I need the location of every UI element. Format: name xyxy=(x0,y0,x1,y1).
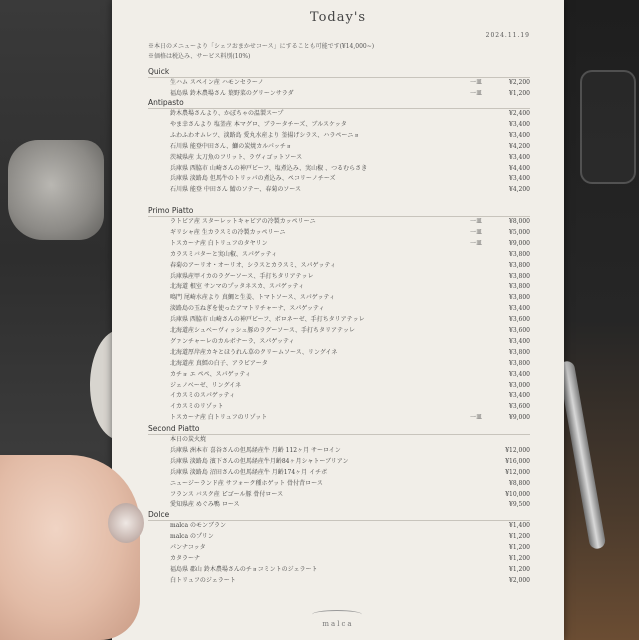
menu-item xyxy=(170,315,530,325)
menu-item xyxy=(170,554,530,564)
menu-item xyxy=(170,174,530,184)
menu-item-name: 兵庫県 西脇市 山崎さんの神戸ビーフ、ボロネーゼ、手打ちタリアテッレ xyxy=(170,316,365,324)
menu-item xyxy=(170,272,530,282)
menu-item-price: ¥3,400 xyxy=(509,153,530,161)
menu-item-name: ニュージーランド産 サフォーク種ホゲット 骨付背ロース xyxy=(170,479,323,487)
menu-item xyxy=(170,304,530,314)
menu-item-name: 春菊のアーリオ・オーリオ、シラスとカラスミ、スパゲッティ xyxy=(170,261,336,269)
menu-item-price: ¥2,200 xyxy=(509,79,530,86)
menu-item-name: フランス バスク産 ピゴール豚 骨付ロース xyxy=(170,490,284,498)
menu-item xyxy=(170,521,530,531)
menu-item-price: ¥4,200 xyxy=(509,142,530,150)
menu-item-name: トスカーナ産 白トリュフのリゾット xyxy=(170,414,268,422)
menu-item-price: ¥1,200 xyxy=(509,565,530,573)
menu-item xyxy=(170,109,530,119)
menu-item-price: ¥3,800 xyxy=(509,283,530,291)
menu-item xyxy=(170,435,530,445)
menu-item-price: ¥5,000 xyxy=(509,228,530,236)
menu-item-price: ¥12,000 xyxy=(505,446,530,454)
menu-item-price: ¥16,000 xyxy=(505,457,530,465)
menu-item xyxy=(170,446,530,456)
menu-item-name: 兵庫県 西脇市 山崎さんの神戸ビーフ、塩煮込み、実山椒 、つるむらさき xyxy=(170,164,368,172)
menu-item-name: 茨城県産 太刀魚のフリット、ラヴィゴットソース xyxy=(170,153,303,161)
menu-item-name: 生ハム スペイン産 ハモンセラーノ xyxy=(170,79,264,86)
menu-item-name: 石川県 能登 中田さん 鯖のソテー、春菊のソース xyxy=(170,186,301,194)
menu-item xyxy=(170,228,530,238)
thumbnail-nail xyxy=(108,503,144,543)
menu-item-price: ¥9,500 xyxy=(509,501,530,509)
menu-item-price: ¥3,400 xyxy=(509,175,530,183)
menu-item-price: ¥4,400 xyxy=(509,164,530,172)
menu-item-price: ¥3,400 xyxy=(509,131,530,139)
menu-item-unit: 一皿 xyxy=(469,218,482,225)
menu-title: Today's xyxy=(309,10,367,25)
section-heading: Antipasto xyxy=(148,98,184,107)
menu-item-unit: 一皿 xyxy=(469,414,482,422)
section-heading: Dolce xyxy=(148,510,170,519)
menu-item xyxy=(170,326,530,336)
menu-item xyxy=(170,217,530,227)
menu-item-price: ¥9,000 xyxy=(509,239,530,247)
menu-item-price: ¥12,000 xyxy=(505,468,530,476)
menu-item-name: カタラーナ xyxy=(170,554,201,562)
menu-item-price: ¥3,800 xyxy=(509,250,530,258)
menu-item-name: 北海道 根室 サンマのプッタネスカ、スパゲッティ xyxy=(170,283,305,291)
menu-item-price: ¥3,400 xyxy=(509,370,530,378)
menu-item-price: ¥3,800 xyxy=(509,348,530,356)
menu-item xyxy=(170,457,530,467)
section-heading: Second Piatto xyxy=(148,424,200,433)
menu-item-name: カチョ エ ペペ、スパゲッティ xyxy=(170,370,251,378)
menu-item-price: ¥1,200 xyxy=(509,532,530,540)
menu-item-price: ¥3,400 xyxy=(509,392,530,400)
menu-item-price: ¥1,200 xyxy=(509,543,530,551)
menu-item xyxy=(170,142,530,152)
menu-item-name: イカスミのスパゲッティ xyxy=(170,392,236,400)
menu-item xyxy=(170,89,530,99)
section-heading: Primo Piatto xyxy=(148,206,194,215)
menu-item-name: 兵庫県産甲イカのラグーソース、手打ちタリアテッレ xyxy=(170,272,314,280)
menu-item-name: 兵庫県 淡路島 但馬牛のトリッパの煮込み、ペコリーノチーズ xyxy=(170,175,336,183)
menu-date: 2024.11.19 xyxy=(485,32,530,39)
menu-item xyxy=(170,490,530,500)
menu-item-price: ¥3,400 xyxy=(509,305,530,313)
menu-item xyxy=(170,239,530,249)
menu-item-name: malca のプリン xyxy=(170,532,214,540)
menu-item-price: ¥8,800 xyxy=(509,479,530,487)
menu-item xyxy=(170,381,530,391)
menu-item-price: ¥3,400 xyxy=(509,120,530,128)
section-heading: Quick xyxy=(148,67,170,76)
menu-item xyxy=(170,532,530,542)
menu-item-name: 石川県 能登中田さん、鰤の炭焼カルパッチョ xyxy=(170,142,292,150)
menu-item-price: ¥3,800 xyxy=(509,294,530,302)
menu-item-unit: 一皿 xyxy=(469,239,482,247)
menu-item-name: ギリシャ産 生カラスミの冷製カッペリーニ xyxy=(170,228,286,236)
menu-item-name: カラスミバターと実山椒、スパゲッティ xyxy=(170,250,278,258)
menu-item xyxy=(170,500,530,510)
menu-item xyxy=(170,576,530,586)
menu-item-unit: 一皿 xyxy=(469,228,482,236)
wine-glass xyxy=(580,70,636,184)
menu-note: ※価格は税込み、サービス料別(10%) xyxy=(148,53,251,60)
menu-item-price: ¥10,000 xyxy=(505,490,530,498)
menu-item xyxy=(170,337,530,347)
menu-item-name: ふわふわオムレツ、淡路島 愛丸水産より 釜揚げシラス、ハラペーニョ xyxy=(170,131,360,139)
menu-item-price: ¥3,800 xyxy=(509,272,530,280)
menu-item-name: イカスミのリゾット xyxy=(170,403,224,411)
menu-item xyxy=(170,164,530,174)
menu-item-price: ¥4,200 xyxy=(509,186,530,194)
menu-item xyxy=(170,370,530,380)
menu-card xyxy=(112,0,564,640)
menu-item-unit: 一皿 xyxy=(469,89,482,97)
menu-item-name: 淡路島の玉ねぎを使ったアマトリチャーナ、スパゲッティ xyxy=(170,305,325,313)
menu-item-name: パンナコッタ xyxy=(170,543,206,551)
menu-item-name: 白トリュフのジェラート xyxy=(170,576,236,584)
hand xyxy=(0,455,140,640)
menu-item xyxy=(170,391,530,401)
menu-item xyxy=(170,543,530,553)
menu-item xyxy=(170,78,530,88)
menu-item-name: malca のモンブラン xyxy=(170,522,227,529)
menu-item-name: 北海道厚岸産カキとほうれん草のクリームソース、リングイネ xyxy=(170,348,338,356)
menu-item-name: 福島県 鈴木農場さん 葉野菜のグリーンサラダ xyxy=(170,89,294,97)
menu-item-price: ¥1,400 xyxy=(509,522,530,529)
menu-item xyxy=(170,468,530,478)
menu-item-price: ¥3,800 xyxy=(509,359,530,367)
menu-item xyxy=(170,402,530,412)
menu-item-price: ¥9,000 xyxy=(509,414,530,422)
menu-item xyxy=(170,250,530,260)
menu-item-name: ラトビア産 スターレットキャビアの冷製カッペリーニ xyxy=(170,218,316,225)
menu-notes xyxy=(148,42,374,62)
menu-item xyxy=(170,131,530,141)
menu-item-price: ¥3,600 xyxy=(509,403,530,411)
menu-item-name: グァンチャーレのカルボナーラ、スパゲッティ xyxy=(170,337,295,345)
menu-item-price: ¥3,600 xyxy=(509,327,530,334)
menu-item-price: ¥2,000 xyxy=(509,576,530,584)
menu-item-name: 北海道産シュベーヴィッシュ豚のラグーソース、手打ちタリアテッレ xyxy=(170,327,356,334)
menu-item-price: ¥3,800 xyxy=(509,261,530,269)
menu-item-name: 愛知県産 めぐみ鴨 ロース xyxy=(170,501,240,509)
menu-item-name: 北海道産 真鱈の白子、アラビアータ xyxy=(170,359,268,367)
menu-item-price: ¥2,400 xyxy=(509,110,530,117)
menu-item-name: ジェノベーゼ、リングイネ xyxy=(170,381,242,389)
menu-item-name: 鳴門 尾崎水産より 真鯛と生姜、トマトソース、スパゲッティ xyxy=(170,294,335,302)
menu-item xyxy=(170,153,530,163)
menu-item xyxy=(170,359,530,369)
menu-item-name: やま幸さんより 塩釜産 本マグロ、ブラータチーズ、ブルスケッタ xyxy=(170,120,347,128)
menu-item xyxy=(170,348,530,358)
menu-item-price: ¥1,200 xyxy=(509,89,530,97)
menu-item-price: ¥8,000 xyxy=(509,218,530,225)
menu-item xyxy=(170,185,530,195)
menu-logo: malca xyxy=(322,620,354,628)
menu-item-name: トスカーナ産 白トリュフのタヤリン xyxy=(170,239,268,247)
logo-mark-icon xyxy=(312,610,362,619)
menu-item-name: 鈴木農場さんより、かぼちゃの温製スープ xyxy=(170,110,284,117)
menu-item-name: 福島県 郡山 鈴木農場さんのチョコミントのジェラート xyxy=(170,565,318,573)
menu-item xyxy=(170,120,530,130)
menu-item xyxy=(170,293,530,303)
menu-item-price: ¥1,200 xyxy=(509,554,530,562)
menu-item xyxy=(170,282,530,292)
menu-item xyxy=(170,479,530,489)
menu-item xyxy=(170,261,530,271)
menu-item-name: 本日の炭火焼 xyxy=(170,436,207,443)
menu-item-name: 兵庫県 淡路島 沼田さんの但馬経産牛 月齢174ヶ月 イチボ xyxy=(170,468,328,476)
menu-item xyxy=(170,565,530,575)
menu-note: ※本日のメニューより「シェフおまかせコース」にすることも可能です(¥14,000~) xyxy=(148,43,375,50)
menu-item-name: 兵庫県 淡路島 濱下さんの但馬経産牛月齢84ヶ月シャトーブリアン xyxy=(170,457,349,465)
menu-item-price: ¥3,000 xyxy=(509,381,530,389)
menu-item-price: ¥3,400 xyxy=(509,337,530,345)
folded-napkin xyxy=(8,140,104,240)
menu-item-name: 兵庫県 洲本市 喜谷さんの但馬経産牛 月齢 112ヶ月 サーロイン xyxy=(170,446,341,454)
menu-item-price: ¥3,600 xyxy=(509,316,530,324)
menu-item xyxy=(170,413,530,423)
menu-item-unit: 一皿 xyxy=(469,79,482,86)
